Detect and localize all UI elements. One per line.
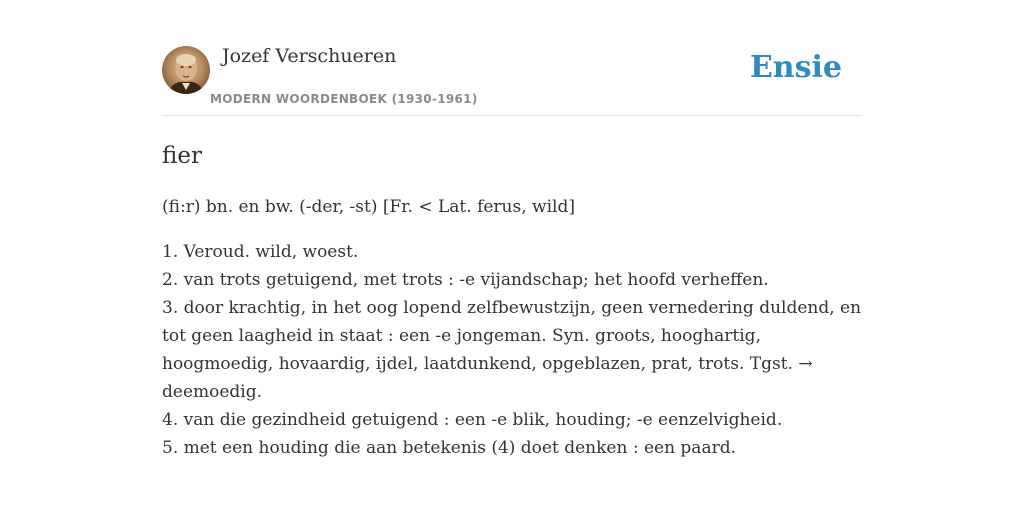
sense-item-5: 5. met een houding die aan betekenis (4) doet denken : een paard.: [162, 438, 736, 458]
ensie-logo[interactable]: Ensie: [749, 50, 842, 85]
author-avatar[interactable]: [162, 46, 210, 94]
sense-item-4: 4. van die gezindheid getuigend : een -e blik, houding; -e eenzelvigheid.: [162, 410, 783, 430]
sense-list: [162, 238, 862, 462]
entry-term: fier: [162, 143, 202, 169]
sense-item-2: 2. van trots getuigend, met trots : -e vijandschap; het hoofd verheffen.: [162, 270, 769, 290]
entry-etymology: (fi:r) bn. en bw. (-der, -st) [Fr. < Lat. ferus, wild]: [162, 197, 575, 217]
sense-item-1: 1. Veroud. wild, woest.: [162, 242, 359, 262]
entry-header: [162, 40, 862, 116]
author-name[interactable]: Jozef Verschueren: [222, 45, 397, 67]
dictionary-card: [162, 40, 862, 462]
portrait-icon: [162, 46, 210, 94]
source-title[interactable]: MODERN WOORDENBOEK (1930-1961): [210, 92, 478, 106]
sense-item-3: 3. door krachtig, in het oog lopend zelfbewustzijn, geen vernedering duldend, en tot geen laagheid in staat : een -e jongeman. Syn. groots, hooghartig, hoogmoedig, hovaardig, ijdel, laatdunkend, opgeblazen, prat, trots. Tgst. → deemoedig.: [162, 298, 862, 402]
